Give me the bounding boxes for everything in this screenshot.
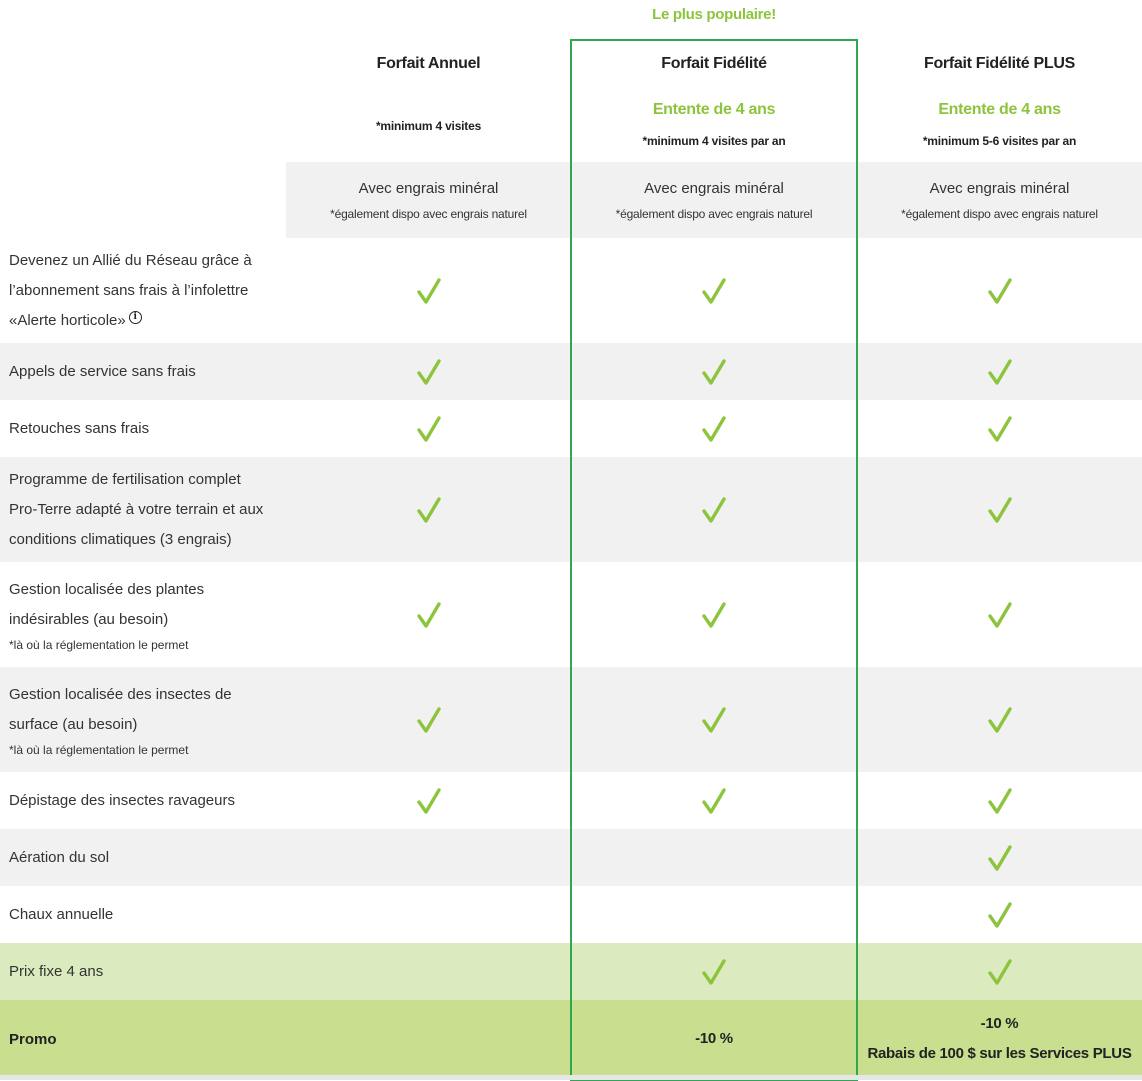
feature-check-cell <box>286 943 571 1000</box>
checkmark-icon <box>416 706 442 734</box>
checkmark-icon <box>701 358 727 386</box>
feature-label-line: conditions climatiques (3 engrais) <box>9 530 232 548</box>
feature-check-cell <box>286 457 571 562</box>
popular-label: Le plus populaire! <box>652 6 776 23</box>
feature-label-line: surface (au besoin) <box>9 715 138 733</box>
plan-entente: Entente de 4 ans <box>652 101 776 118</box>
engrais-cell <box>857 162 1142 238</box>
promo-label: Promo <box>9 1030 57 1048</box>
info-circle-icon[interactable]: i <box>129 311 142 324</box>
promo-cell <box>571 1000 857 1078</box>
promo-cell <box>286 1000 571 1078</box>
feature-label-line: Chaux annuelle <box>9 905 114 923</box>
feature-label-line: Appels de service sans frais <box>9 362 196 380</box>
feature-check-cell <box>286 667 571 772</box>
checkmark-icon <box>701 787 727 815</box>
feature-label-line: Pro-Terre adapté à votre terrain et aux <box>9 500 264 518</box>
feature-label-line: Gestion localisée des plantes <box>9 580 205 598</box>
feature-label-line: Aération du sol <box>9 848 110 866</box>
feature-row <box>0 886 1142 943</box>
checkmark-icon <box>987 787 1013 815</box>
feature-row <box>0 562 1142 667</box>
checkmark-icon <box>701 277 727 305</box>
feature-check-cell <box>286 829 571 886</box>
feature-check-cell <box>571 238 857 343</box>
feature-row <box>0 667 1142 772</box>
promo-cell <box>857 1000 1142 1078</box>
feature-label-cell <box>0 943 286 1000</box>
feature-check-cell <box>571 562 857 667</box>
feature-check-cell <box>857 343 1142 400</box>
plan-title: Forfait Annuel <box>376 55 481 72</box>
feature-row <box>0 943 1142 1000</box>
feature-check-cell <box>286 343 571 400</box>
checkmark-icon <box>987 601 1013 629</box>
feature-label-cell <box>0 772 286 829</box>
feature-check-cell <box>857 562 1142 667</box>
feature-label-cell <box>0 829 286 886</box>
checkmark-icon <box>987 277 1013 305</box>
promo-row <box>0 1000 1142 1078</box>
engrais-note: *également dispo avec engrais naturel <box>330 206 527 221</box>
feature-check-cell <box>286 886 571 943</box>
feature-check-cell <box>286 772 571 829</box>
engrais-label: Avec engrais minéral <box>644 179 784 197</box>
feature-label-line: Prix fixe 4 ans <box>9 962 104 980</box>
feature-check-cell <box>857 667 1142 772</box>
checkmark-icon <box>416 277 442 305</box>
feature-check-cell <box>857 943 1142 1000</box>
feature-label-line: indésirables (au besoin) <box>9 610 169 628</box>
engrais-empty-cell <box>0 162 286 238</box>
checkmark-icon <box>701 496 727 524</box>
feature-label-line: Retouches sans frais <box>9 419 150 437</box>
engrais-row <box>0 162 1142 238</box>
feature-label-line: Gestion localisée des insectes de <box>9 685 232 703</box>
feature-rows <box>0 238 1142 1000</box>
feature-row <box>0 238 1142 343</box>
checkmark-icon <box>701 958 727 986</box>
feature-check-cell <box>857 238 1142 343</box>
feature-row <box>0 400 1142 457</box>
plan-fidelite-plus-header <box>857 0 1142 162</box>
plan-fidelite-header <box>571 0 857 162</box>
engrais-cell <box>286 162 571 238</box>
checkmark-icon <box>416 358 442 386</box>
engrais-cell <box>571 162 857 238</box>
feature-label-cell <box>0 238 286 343</box>
feature-check-cell <box>857 886 1142 943</box>
feature-check-cell <box>571 829 857 886</box>
feature-note: *là où la réglementation le permet <box>9 637 189 652</box>
checkmark-icon <box>416 787 442 815</box>
feature-label-cell <box>0 667 286 772</box>
checkmark-icon <box>701 601 727 629</box>
feature-label-cell <box>0 400 286 457</box>
feature-label-cell <box>0 562 286 667</box>
feature-check-cell <box>571 886 857 943</box>
feature-label-cell <box>0 343 286 400</box>
table-bottom-border <box>0 1075 1142 1080</box>
feature-check-cell <box>286 400 571 457</box>
feature-row <box>0 457 1142 562</box>
checkmark-icon <box>416 415 442 443</box>
feature-row <box>0 829 1142 886</box>
feature-label-line: Devenez un Allié du Réseau grâce à <box>9 251 252 269</box>
feature-check-cell <box>571 772 857 829</box>
feature-check-cell <box>286 562 571 667</box>
checkmark-icon <box>987 706 1013 734</box>
feature-label-cell <box>0 886 286 943</box>
checkmark-icon <box>701 706 727 734</box>
feature-check-cell <box>571 943 857 1000</box>
feature-label-line: Programme de fertilisation complet <box>9 470 241 488</box>
plan-minimum: *minimum 4 visites <box>375 119 482 133</box>
checkmark-icon <box>416 601 442 629</box>
promo-value: -10 % Rabais de 100 $ sur les Services PLUS <box>867 1015 1132 1062</box>
feature-label-line: l’abonnement sans frais à l’infolettre <box>9 281 249 299</box>
feature-check-cell <box>857 772 1142 829</box>
plan-annuel-header <box>286 0 571 162</box>
feature-row <box>0 772 1142 829</box>
checkmark-icon <box>987 415 1013 443</box>
feature-check-cell <box>286 238 571 343</box>
feature-label-line: Dépistage des insectes ravageurs <box>9 791 235 809</box>
checkmark-icon <box>987 958 1013 986</box>
feature-label-line: «Alerte horticole» <box>9 311 126 329</box>
plan-minimum: *minimum 5-6 visites par an <box>922 134 1077 148</box>
engrais-note: *également dispo avec engrais naturel <box>615 206 813 221</box>
feature-row <box>0 343 1142 400</box>
engrais-label: Avec engrais minéral <box>358 179 499 197</box>
plan-title: Forfait Fidélité <box>661 55 767 72</box>
feature-check-cell <box>857 829 1142 886</box>
engrais-label: Avec engrais minéral <box>929 179 1070 197</box>
plans-header-row <box>0 0 1142 162</box>
header-empty-cell <box>0 0 286 162</box>
checkmark-icon <box>987 844 1013 872</box>
feature-label-cell <box>0 457 286 562</box>
plan-minimum: *minimum 4 visites par an <box>642 134 786 148</box>
feature-check-cell <box>571 667 857 772</box>
feature-check-cell <box>857 457 1142 562</box>
feature-check-cell <box>571 343 857 400</box>
feature-check-cell <box>857 400 1142 457</box>
engrais-note: *également dispo avec engrais naturel <box>901 206 1098 221</box>
promo-value: -10 % <box>695 1030 733 1047</box>
feature-check-cell <box>571 400 857 457</box>
feature-note: *là où la réglementation le permet <box>9 742 189 757</box>
checkmark-icon <box>416 496 442 524</box>
checkmark-icon <box>701 415 727 443</box>
feature-check-cell <box>571 457 857 562</box>
plan-title: Forfait Fidélité PLUS <box>923 55 1076 72</box>
plan-entente: Entente de 4 ans <box>938 101 1061 118</box>
checkmark-icon <box>987 901 1013 929</box>
checkmark-icon <box>987 496 1013 524</box>
checkmark-icon <box>987 358 1013 386</box>
